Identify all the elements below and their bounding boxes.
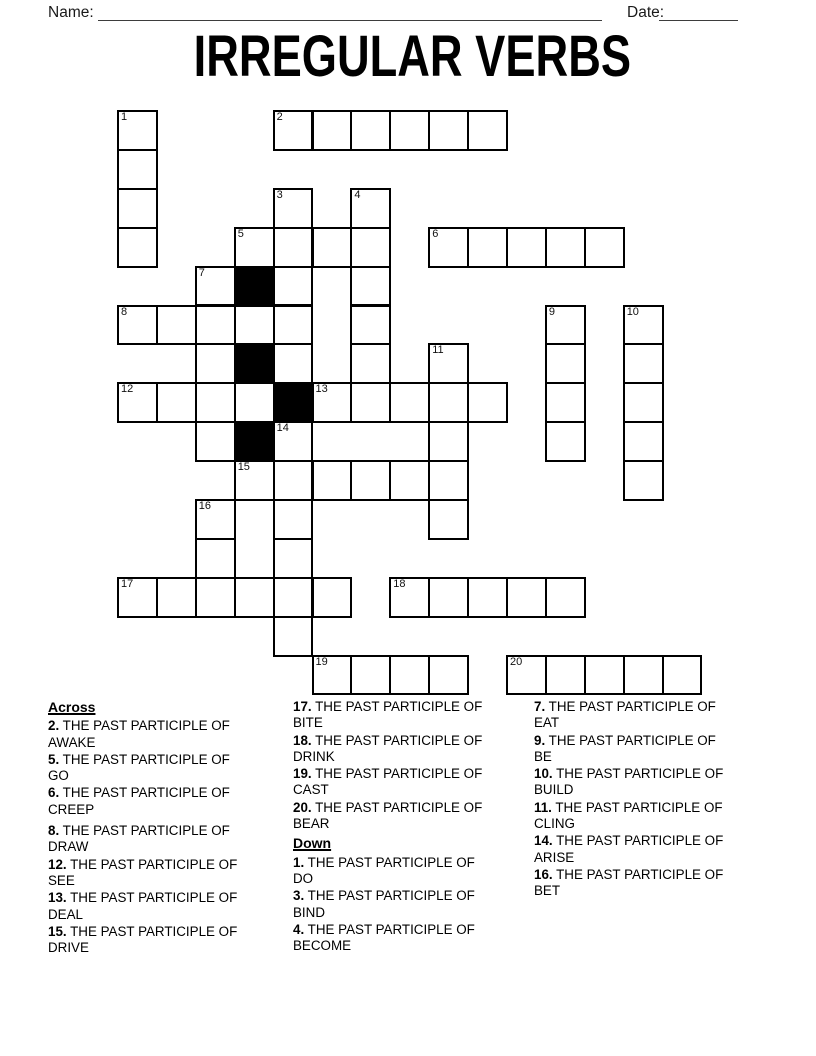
clue-answer-word: DEAL (48, 906, 83, 922)
clue-item (534, 766, 774, 799)
clue-section-header: Down (293, 835, 332, 852)
grid-cell[interactable] (195, 343, 236, 384)
clue-item (293, 855, 533, 888)
clue-text: THE PAST PARTICIPLE OF (315, 799, 483, 815)
clue-answer-word: DRIVE (48, 940, 89, 956)
clue-number: 13. (48, 890, 67, 906)
grid-cell[interactable] (273, 577, 314, 618)
clue-number: 5. (48, 751, 60, 767)
clue-line (48, 857, 288, 873)
grid-cell[interactable] (428, 421, 469, 462)
grid-cell[interactable] (389, 655, 430, 696)
clue-text: THE PAST PARTICIPLE OF (62, 785, 230, 801)
grid-cell[interactable] (584, 655, 625, 696)
grid-cell[interactable] (117, 110, 158, 151)
grid-cell[interactable] (350, 382, 391, 423)
grid-cell[interactable] (428, 499, 469, 540)
clue-number: 2. (48, 718, 60, 734)
clue-answer-word: BUILD (534, 782, 574, 798)
grid-cell[interactable] (545, 421, 586, 462)
clue-number: 4. (293, 921, 305, 937)
clue-number: 12. (48, 856, 67, 872)
clue-section-header: Across (48, 699, 96, 715)
clue-number: 6. (48, 785, 60, 801)
grid-cell[interactable] (195, 305, 236, 346)
grid-cell[interactable] (195, 538, 236, 579)
cell-number: 18 (393, 577, 406, 590)
grid-cell[interactable] (623, 343, 664, 384)
clue-text: THE PAST PARTICIPLE OF (307, 888, 475, 904)
clue-answer-word: CREEP (48, 801, 95, 817)
clue-item (48, 924, 288, 957)
grid-cell[interactable] (312, 110, 353, 151)
grid-cell[interactable] (545, 577, 586, 618)
grid-cell[interactable] (273, 266, 314, 307)
clue-item (293, 888, 533, 921)
clue-number: 7. (534, 699, 546, 714)
clue-text: THE PAST PARTICIPLE OF (307, 921, 475, 937)
clue-answer-word: BEAR (293, 816, 330, 832)
clue-line (293, 699, 533, 715)
grid-cell[interactable] (506, 655, 547, 696)
clue-item (534, 867, 774, 900)
grid-cell[interactable] (428, 227, 469, 268)
black-cell (234, 343, 275, 384)
clue-line (534, 867, 774, 883)
cell-number: 7 (198, 266, 205, 279)
clue-answer-word: DO (293, 870, 314, 886)
grid-cell[interactable] (195, 499, 236, 540)
grid-cell[interactable] (195, 421, 236, 462)
clue-number: 3. (293, 888, 305, 904)
clue-text: THE PAST PARTICIPLE OF (62, 823, 230, 839)
grid-cell[interactable] (312, 382, 353, 423)
clue-number: 18. (293, 732, 312, 748)
grid-cell[interactable] (273, 460, 314, 501)
clue-text: THE PAST PARTICIPLE OF (548, 699, 716, 714)
grid-cell[interactable] (389, 577, 430, 618)
grid-cell[interactable] (623, 655, 664, 696)
clue-column-middle (293, 699, 533, 955)
clue-item (48, 890, 288, 923)
grid-cell[interactable] (195, 382, 236, 423)
clue-item (48, 785, 288, 818)
cell-number: 4 (354, 188, 361, 201)
clue-answer-word: SEE (48, 872, 75, 888)
clue-text: THE PAST PARTICIPLE OF (315, 699, 483, 714)
clue-text: THE PAST PARTICIPLE OF (70, 856, 238, 872)
clue-text: THE PAST PARTICIPLE OF (315, 766, 483, 782)
black-cell (234, 421, 275, 462)
cell-number: 11 (432, 344, 444, 357)
clue-line (534, 766, 774, 782)
clue-item (48, 718, 288, 751)
grid-cell[interactable] (117, 227, 158, 268)
grid-cell[interactable] (545, 382, 586, 423)
clue-answer-word: AWAKE (48, 734, 96, 750)
grid-cell[interactable] (195, 577, 236, 618)
grid-cell[interactable] (623, 382, 664, 423)
clue-answer-word: BIND (293, 904, 325, 920)
grid-cell[interactable] (584, 227, 625, 268)
clue-number: 16. (534, 866, 553, 882)
grid-cell[interactable] (234, 227, 275, 268)
grid-cell[interactable] (234, 577, 275, 618)
grid-cell[interactable] (350, 305, 391, 346)
grid-cell[interactable] (273, 616, 314, 657)
clue-number: 1. (293, 854, 305, 870)
grid-cell[interactable] (234, 460, 275, 501)
clue-line (293, 766, 533, 782)
grid-cell[interactable] (545, 227, 586, 268)
grid-cell[interactable] (312, 655, 353, 696)
clue-number: 8. (48, 823, 60, 839)
grid-cell[interactable] (545, 343, 586, 384)
grid-cell[interactable] (389, 110, 430, 151)
grid-cell[interactable] (428, 655, 469, 696)
grid-cell[interactable] (350, 655, 391, 696)
clue-answer-word: DRAW (48, 839, 89, 855)
clue-answer-word: DRINK (293, 748, 335, 764)
grid-cell[interactable] (389, 460, 430, 501)
clue-number: 11. (534, 799, 552, 815)
cell-number: 14 (276, 422, 289, 435)
black-cell (273, 382, 314, 423)
clue-line (293, 855, 533, 871)
clue-line (48, 785, 288, 801)
grid-cell[interactable] (117, 577, 158, 618)
grid-cell[interactable] (156, 305, 197, 346)
cell-number: 10 (626, 305, 639, 318)
grid-cell[interactable] (350, 227, 391, 268)
clue-text: THE PAST PARTICIPLE OF (62, 751, 230, 767)
cell-number: 15 (237, 461, 250, 474)
clue-line (48, 752, 288, 768)
grid-cell[interactable] (428, 577, 469, 618)
clue-answer-word: BITE (293, 715, 323, 731)
clue-text: THE PAST PARTICIPLE OF (70, 923, 238, 939)
clue-number: 10. (534, 766, 553, 782)
clue-column-down (534, 699, 774, 901)
clue-item (293, 800, 533, 833)
clue-item (534, 800, 774, 833)
cell-number: 6 (432, 227, 439, 240)
grid-cell[interactable] (623, 460, 664, 501)
clue-text: THE PAST PARTICIPLE OF (307, 854, 475, 870)
clue-line (48, 718, 288, 734)
cell-number: 20 (510, 655, 523, 668)
grid-cell[interactable] (273, 110, 314, 151)
clue-line (293, 888, 533, 904)
grid-cell[interactable] (273, 305, 314, 346)
grid-cell[interactable] (273, 538, 314, 579)
cell-number: 13 (315, 383, 328, 396)
clue-text: THE PAST PARTICIPLE OF (556, 766, 724, 782)
clue-line (534, 833, 774, 849)
clue-item (534, 833, 774, 866)
cell-number: 5 (237, 227, 244, 240)
grid-cell[interactable] (273, 499, 314, 540)
cell-number: 1 (121, 111, 128, 123)
page-title: IRREGULAR VERBS (193, 24, 631, 89)
clue-item (293, 699, 533, 732)
grid-cell[interactable] (545, 305, 586, 346)
cell-number: 17 (121, 577, 134, 590)
clue-text: THE PAST PARTICIPLE OF (556, 833, 724, 849)
clue-answer-word: CAST (293, 782, 329, 798)
clue-line (293, 733, 533, 749)
clue-line (534, 699, 774, 715)
clue-line (48, 890, 288, 906)
clue-text: THE PAST PARTICIPLE OF (555, 799, 723, 815)
clue-item (48, 752, 288, 785)
clue-item (293, 922, 533, 955)
title-wrap (4, 24, 816, 89)
grid-cell[interactable] (273, 188, 314, 229)
clue-item (534, 733, 774, 766)
clue-line (293, 800, 533, 816)
clue-text: THE PAST PARTICIPLE OF (548, 732, 716, 748)
crossword-grid (117, 110, 703, 696)
grid-cell[interactable] (156, 577, 197, 618)
clue-text: THE PAST PARTICIPLE OF (556, 866, 724, 882)
date-label: Date: (627, 4, 665, 21)
date-blank-line[interactable] (659, 2, 738, 21)
clue-answer-word: BET (534, 883, 561, 899)
grid-cell[interactable] (506, 577, 547, 618)
clue-answer-word: EAT (534, 715, 560, 731)
clue-item (48, 823, 288, 856)
grid-cell[interactable] (350, 188, 391, 229)
clue-number: 17. (293, 699, 312, 714)
grid-cell[interactable] (428, 382, 469, 423)
clue-answer-word: BECOME (293, 938, 352, 954)
clue-line (48, 823, 288, 839)
name-blank-line[interactable] (98, 2, 602, 21)
grid-cell[interactable] (506, 227, 547, 268)
grid-cell[interactable] (350, 266, 391, 307)
cell-number: 3 (276, 188, 283, 201)
grid-cell[interactable] (467, 110, 508, 151)
clue-item (48, 857, 288, 890)
clue-text: THE PAST PARTICIPLE OF (70, 890, 238, 906)
grid-cell[interactable] (350, 343, 391, 384)
grid-cell[interactable] (350, 110, 391, 151)
grid-cell[interactable] (273, 421, 314, 462)
clue-item (293, 733, 533, 766)
grid-cell[interactable] (623, 305, 664, 346)
clue-line (48, 924, 288, 940)
grid-cell[interactable] (117, 188, 158, 229)
name-label: Name: (48, 4, 94, 21)
clue-line (534, 800, 774, 816)
cell-number: 12 (121, 383, 134, 396)
grid-cell[interactable] (389, 382, 430, 423)
grid-cell[interactable] (195, 266, 236, 307)
clue-answer-word: GO (48, 768, 69, 784)
clue-item (534, 699, 774, 732)
clue-number: 14. (534, 833, 553, 849)
grid-cell[interactable] (662, 655, 703, 696)
grid-cell[interactable] (117, 382, 158, 423)
grid-cell[interactable] (312, 577, 353, 618)
grid-cell[interactable] (467, 577, 508, 618)
grid-cell[interactable] (117, 149, 158, 190)
clue-number: 19. (293, 766, 312, 782)
grid-cell[interactable] (234, 305, 275, 346)
grid-cell[interactable] (273, 343, 314, 384)
grid-cell[interactable] (428, 460, 469, 501)
cell-number: 2 (276, 111, 283, 123)
grid-cell[interactable] (428, 110, 469, 151)
cell-number: 9 (548, 305, 556, 318)
clue-text: THE PAST PARTICIPLE OF (315, 732, 483, 748)
clue-answer-word: ARISE (534, 849, 575, 865)
clue-text: THE PAST PARTICIPLE OF (62, 718, 230, 734)
grid-cell[interactable] (623, 421, 664, 462)
grid-cell[interactable] (273, 227, 314, 268)
black-cell (234, 266, 275, 307)
cell-number: 8 (121, 305, 128, 318)
clue-number: 9. (534, 732, 546, 748)
grid-cell[interactable] (467, 382, 508, 423)
clue-answer-word: CLING (534, 816, 575, 832)
clue-line (534, 733, 774, 749)
clue-number: 20. (293, 799, 312, 815)
clue-line (293, 922, 533, 938)
cell-number: 16 (198, 500, 212, 512)
cell-number: 19 (315, 655, 328, 668)
grid-cell[interactable] (467, 227, 508, 268)
grid-cell[interactable] (156, 382, 197, 423)
grid-cell[interactable] (428, 343, 469, 384)
clue-answer-word: BE (534, 748, 552, 764)
clue-column-across (48, 699, 288, 957)
grid-cell[interactable] (350, 460, 391, 501)
grid-cell[interactable] (545, 655, 586, 696)
grid-cell[interactable] (312, 227, 353, 268)
clue-number: 15. (48, 923, 67, 939)
clue-item (293, 766, 533, 799)
grid-cell[interactable] (117, 305, 158, 346)
grid-cell[interactable] (234, 382, 275, 423)
grid-cell[interactable] (312, 460, 353, 501)
